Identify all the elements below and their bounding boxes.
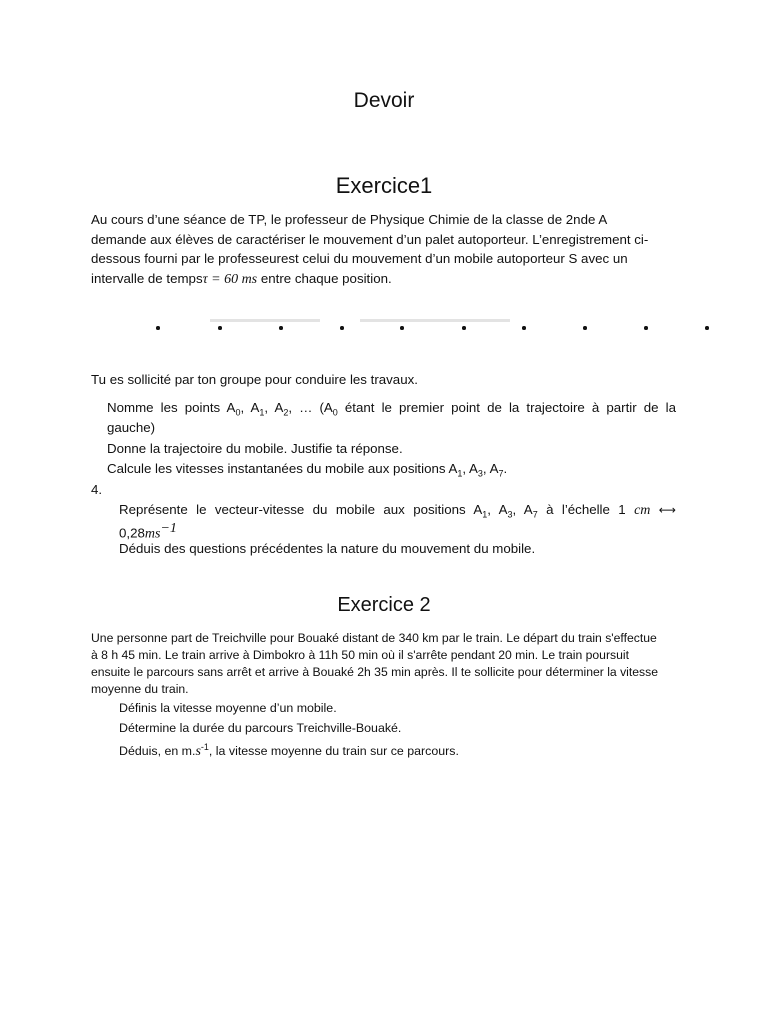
q1-text-c: étant le premier point de la trajectoire à partir de la (337, 400, 676, 415)
e2q3-unit: s (195, 744, 201, 760)
question-4 (119, 500, 676, 525)
trajectory-recording (0, 316, 768, 338)
q4-text: Représente le vecteur-vitesse du mobile aux positions A (119, 502, 483, 517)
q4-sub: 1 (482, 509, 488, 520)
document-title: Devoir (353, 89, 415, 112)
question-2: Donne la trajectoire du mobile. Justifie ta réponse. (107, 441, 403, 456)
q4-sub: 7 (532, 509, 538, 520)
q4-unit-cm: cm (634, 503, 651, 518)
q4-unit: ms (144, 526, 161, 542)
question-4-number: 4. (91, 482, 103, 497)
q4-exponent: −1 (160, 521, 177, 536)
q3-sub: 3 (477, 468, 483, 479)
trajectory-point (400, 326, 404, 330)
q1-text-b: , … (A (288, 400, 333, 415)
exercise2-title: Exercice 2 (337, 594, 431, 616)
q4-sep: , A (512, 502, 533, 517)
exercise1-title: Exercice1 (335, 173, 433, 198)
recording-smudge (210, 319, 320, 322)
q3-sub: 1 (457, 468, 463, 479)
exercise1-intro-text-c: entre chaque position. (257, 270, 392, 286)
trajectory-point (156, 326, 160, 330)
exercise2-intro: Une personne part de Treichville pour Bouaké distant de 340 km par le train. Le départ du train s'effectue à 8 h 45 min. Le train arrive à Dimbokro à 11h 50 min où il s'arrête pendant 20 min. Le train poursuit ensuite le parcours sans arrêt et arrive à Bouaké 2h 35 min après. Il te sollicite pour déterminer la vitesse moyenne du train. (91, 631, 658, 696)
q1-sep: , A (264, 400, 284, 415)
q3-sep: , A (482, 461, 499, 476)
e2q3-text-a: Déduis, en m. (119, 744, 196, 759)
q1-sub: 0 (235, 407, 241, 418)
q3-end: . (503, 461, 508, 476)
q4-scale-text: à l’échelle 1 (537, 502, 635, 517)
q1-sep: , A (240, 400, 260, 415)
q4-value: 0,28 (119, 525, 145, 541)
q1-sub: 0 (332, 407, 338, 418)
recording-smudge (360, 319, 510, 322)
q4-sub: 3 (507, 509, 513, 520)
q1-sub: 2 (283, 407, 289, 418)
exercise1-intro-text-b: est celui du mouvement d’un mobile autoporteur S avec un intervalle de temps (91, 251, 628, 286)
double-arrow-icon: ⟷ (658, 503, 676, 517)
trajectory-point (644, 326, 648, 330)
instructions-line: Tu es sollicité par ton groupe pour conduire les travaux. (91, 372, 418, 387)
trajectory-point (340, 326, 344, 330)
q4-sep: , A (487, 502, 508, 517)
trajectory-point (218, 326, 222, 330)
exercise1-intro-text-a: Au cours d’une séance de TP, le professeur de Physique Chimie de la classe de 2nde A demande aux élèves de caractériser le mouvement d’un palet autoporteur. L’enregistrement ci-dessous fourni par le professeur (91, 212, 649, 266)
q1-sub: 1 (259, 407, 265, 418)
question-3 (107, 459, 507, 484)
trajectory-point (462, 326, 466, 330)
question-1-continued: gauche) (107, 420, 156, 435)
e2q3-exponent: -1 (200, 742, 209, 752)
exercise2-question-1: Définis la vitesse moyenne d’un mobile. (119, 701, 337, 715)
trajectory-point (583, 326, 587, 330)
question-1 (107, 398, 676, 423)
time-interval: τ = 60 ms (202, 271, 258, 287)
q1-text-a: Nomme les points A (107, 400, 236, 415)
e2q3-text-b: , la vitesse moyenne du train sur ce parcours. (208, 744, 459, 759)
trajectory-point (705, 326, 709, 330)
trajectory-point (279, 326, 283, 330)
q3-text: Calcule les vitesses instantanées du mobile aux positions A (107, 461, 458, 476)
exercise2-question-3 (119, 738, 459, 761)
q3-sep: , A (462, 461, 478, 476)
question-5: Déduis des questions précédentes la nature du mouvement du mobile. (119, 541, 536, 556)
exercise1-intro (91, 210, 661, 289)
trajectory-point (522, 326, 526, 330)
q3-sub: 7 (498, 468, 504, 479)
exercise2-question-2: Détermine la durée du parcours Treichville-Bouaké. (119, 721, 402, 735)
